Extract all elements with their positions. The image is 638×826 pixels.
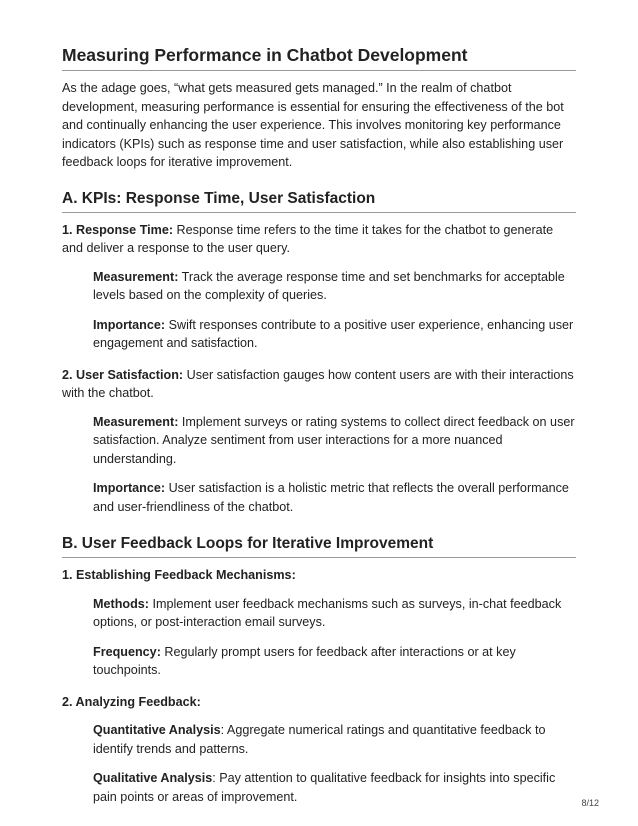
feedback-methods: [93, 595, 576, 632]
methods-text: Implement user feedback mechanisms such as surveys, in-chat feedback options, or post-interaction email surveys.: [93, 596, 562, 629]
analyzing-feedback-label: 2. Analyzing Feedback:: [62, 694, 201, 709]
measurement-text: Implement surveys or rating systems to collect direct feedback on user satisfaction. Analyze sentiment from user interactions for a more nuanced understanding.: [93, 414, 575, 466]
user-satisfaction-paragraph: [62, 366, 576, 403]
importance-label: Importance:: [93, 481, 166, 495]
user-satisfaction-importance: [93, 479, 576, 516]
measurement-label: Measurement:: [93, 269, 179, 284]
page-title: Measuring Performance in Chatbot Development: [62, 44, 576, 71]
response-time-text: Response time refers to the time it takes for the chatbot to generate and deliver a response to the user query.: [62, 222, 554, 255]
response-time-importance: [93, 316, 576, 353]
quantitative-text: : Aggregate numerical ratings and quantitative feedback to identify trends and patterns.: [93, 723, 546, 756]
user-satisfaction-measurement: [93, 413, 576, 469]
page-number: 8/12: [581, 798, 599, 808]
feedback-frequency: [93, 643, 576, 680]
qualitative-analysis: [93, 769, 576, 806]
feedback-mechanisms-paragraph: [62, 566, 576, 585]
importance-text: User satisfaction is a holistic metric that reflects the overall performance and user-friendliness of the chatbot.: [93, 481, 569, 514]
response-time-label: 1. Response Time:: [62, 222, 174, 237]
feedback-mechanisms-label: 1. Establishing Feedback Mechanisms:: [62, 568, 296, 582]
methods-label: Methods:: [93, 596, 149, 611]
response-time-paragraph: [62, 221, 576, 258]
qualitative-text: : Pay attention to qualitative feedback for insights into specific pain points or areas of improvement.: [93, 771, 556, 804]
importance-text: Swift responses contribute to a positive user experience, enhancing user engagement and satisfaction.: [93, 317, 574, 350]
intro-paragraph: As the adage goes, “what gets measured gets managed.” In the realm of chatbot development, measuring performance is essential for ensuring the effectiveness of the bot and continually enhancing the user experience. This involves monitoring key performance indicators (KPIs) such as response time and user satisfaction, while also establishing user feedback loops for iterative improvement.: [62, 81, 564, 169]
quantitative-label: Quantitative Analysis: [93, 723, 221, 737]
user-satisfaction-label: 2. User Satisfaction:: [62, 367, 184, 382]
measurement-text: Track the average response time and set benchmarks for acceptable levels based on the complexity of queries.: [93, 269, 565, 302]
quantitative-analysis: [93, 721, 576, 758]
section-a-heading: A. KPIs: Response Time, User Satisfaction: [62, 189, 576, 213]
section-b-heading: B. User Feedback Loops for Iterative Improvement: [62, 534, 576, 558]
document-page: [62, 44, 576, 806]
frequency-label: Frequency:: [93, 644, 161, 659]
measurement-label: Measurement:: [93, 414, 179, 429]
analyzing-feedback-paragraph: [62, 693, 576, 712]
importance-label: Importance:: [93, 317, 166, 332]
user-satisfaction-text: User satisfaction gauges how content users are with their interactions with the chatbot.: [62, 367, 574, 400]
qualitative-label: Qualitative Analysis: [93, 771, 213, 785]
frequency-text: Regularly prompt users for feedback after interactions or at key touchpoints.: [93, 644, 516, 677]
response-time-measurement: [93, 268, 576, 305]
